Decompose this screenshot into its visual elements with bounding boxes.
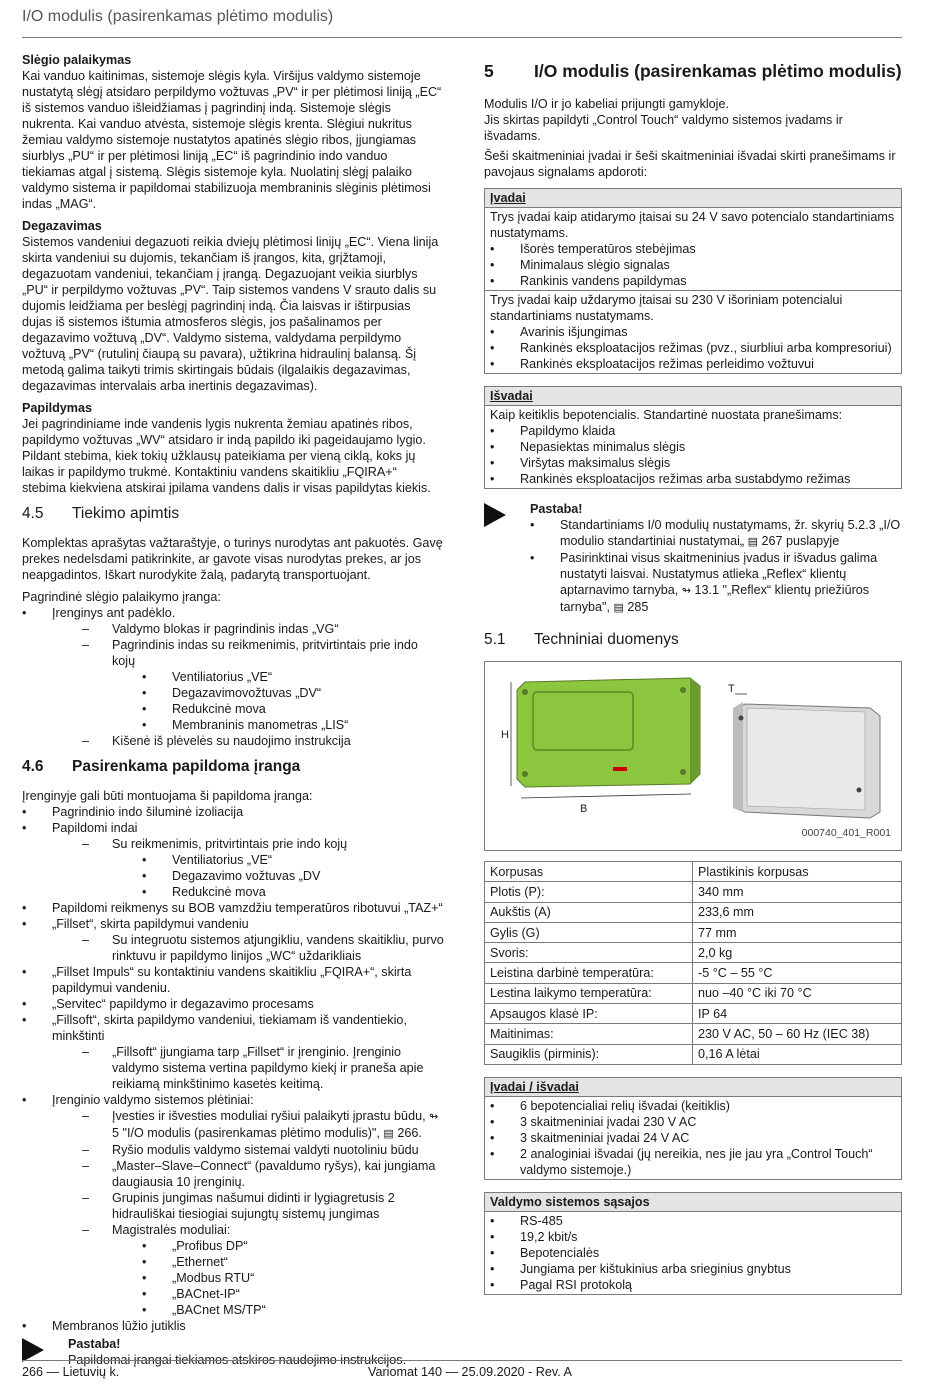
list-item: • Avarinis išjungimas: [490, 325, 628, 339]
inputs-body-2: [485, 290, 901, 373]
optional-intro: Įrenginyje gali būti montuojama ši papildoma įranga:: [22, 789, 313, 803]
list-item: • 19,2 kbit/s: [490, 1229, 578, 1244]
spec-label: Saugiklis (pirminis):: [485, 1044, 693, 1064]
io-list: [490, 1098, 896, 1178]
list-item: • „Profibus DP“: [142, 1239, 248, 1253]
inputs-list-1: [490, 241, 896, 289]
spec-table: [484, 861, 902, 1065]
cross-reference-link[interactable]: 5 "I/O modulis (pasirenkamas plėtimo modulis)",: [112, 1126, 380, 1140]
list-item: • 3 skaitmeniniai įvadai 24 V AC: [490, 1130, 690, 1145]
section-text-pressure: Kai vanduo kaitinimas, sistemoje slėgis kyla. Viršijus valdymo sistemoje nustatytą slėgį atsidaro perpildymo vožtuvas „PV“ ir per plėtimosi liniją „EC“ iš sistemos vanduo išleidžiamas į pagrindinį indą. Sistemoje slėgis nukrenta. Kai vanduo atvėsta, sistemoje slėgis krenta. Slėgiui nukritus žemiau valdymo sistemoje nustatytos apatinės slėgio ribos, įjungiamas siurblys „PU“ ir per plėtimosi liniją „EC“ iš pagrindinio indo vanduo tiekiamas atgal į sistemą. Slėgis sistemoje kyla. Nuolatinį slėgį palaiko valdymo sistema ir papildomai stabilizuoja membraninis slėginis plėtimosi indas „MAG“.: [22, 69, 442, 211]
arrow-ref-icon: ↬: [429, 1111, 439, 1123]
heading-text: Techniniai duomenys: [534, 631, 679, 648]
spec-label: Plotis (P):: [485, 882, 693, 902]
inputs-text-1: Trys įvadai kaip atidarymo įtaisai su 24 V savo potencialo standartiniams nustatymams.: [490, 210, 895, 240]
spec-value: IP 64: [693, 1004, 902, 1024]
heading-4-5: [22, 504, 444, 523]
note-title: Pastaba!: [530, 502, 583, 516]
table-row: [485, 862, 902, 882]
list-item: • Pagrindinio indo šiluminė izoliacija: [22, 805, 244, 819]
list-item: – „Master–Slave–Connect“ (pavaldumo ryšys), kai jungiama daugiausia 10 įrenginių.: [82, 1159, 436, 1189]
spec-value: 0,16 A lėtai: [693, 1044, 902, 1064]
page-header: [22, 6, 902, 38]
green-module-image: [517, 678, 700, 787]
heading-number: 5: [484, 61, 494, 81]
list-item: – Valdymo blokas ir pagrindinis indas „VG“: [82, 622, 339, 636]
delivery-list: [22, 605, 444, 749]
delivery-text: Komplektas aprašytas važtaraštyje, o turinys nurodytas ant pakuotės. Gavę prekes nedelsdami patikrinkite, ar gavote visas nurodytas prekes, ar jos neapgadintos. Iškart nurodykite žalą, padarytą transportuojant.: [22, 536, 443, 582]
table-row: [485, 983, 902, 1003]
list-item: • „Servitec“ papildymo ir degazavimo procesams: [22, 997, 314, 1011]
spec-label: Apsaugos klasė IP:: [485, 1004, 693, 1024]
spec-value: 230 V AC, 50 – 60 Hz (IEC 38): [693, 1024, 902, 1044]
list-item: • Rankinės eksploatacijos režimas perleidimo vožtuvui: [490, 357, 814, 371]
list-item: • Jungiama per kištukinius arba srieginius gnybtus: [490, 1261, 791, 1276]
list-item: • Pagal RSI protokolą: [490, 1277, 633, 1292]
outputs-text: Kaip keitiklis bepotencialis. Standartinė nuostata pranešimams:: [490, 408, 843, 422]
header-title: I/O modulis (pasirenkamas plėtimo modulis): [22, 8, 334, 25]
page-reference-link[interactable]: 267 puslapyje: [761, 534, 840, 548]
inputs-text-2: Trys įvadai kaip uždarymo įtaisai su 230 V išoriniam potencialui standartiniams nustatymams.: [490, 293, 843, 323]
list-item: – „Fillsoft“ įjungiama tarp „Fillset“ ir įrenginio. Įrenginio valdymo sistema vertina papildymo kiekį ir praneša apie reikiamą minkštinimo kasetės keitimą.: [82, 1045, 424, 1091]
spec-label: Gylis (G): [485, 922, 693, 942]
heading-number: 5.1: [484, 631, 506, 648]
list-item: • Rankinės eksploatacijos režimas (pvz., siurbliui arba kompresoriui): [490, 341, 892, 355]
io-heading: Įvadai / išvadai: [485, 1078, 901, 1097]
spec-label: Leistina darbinė temperatūra:: [485, 963, 693, 983]
list-item: • Redukcinė mova: [142, 702, 266, 716]
heading-number: 4.5: [22, 505, 44, 522]
list-item: • RS-485: [490, 1213, 563, 1228]
list-item: – Ryšio modulis valdymo sistemai valdyti nuotoliniu būdu: [82, 1143, 419, 1157]
list-item: • Standartiniams I/0 modulių nustatymams, žr. skyrių 5.2.3 „I/O modulio standartiniai nustatymai„ ▤ 267 puslapyje: [530, 518, 901, 548]
list-item: • Redukcinė mova: [142, 885, 266, 899]
section-text-refill: Jei pagrindiniame inde vandenis lygis nukrenta žemiau apatinės ribos, papildymo vožtuvas „WV“ atsidaro ir indą papildo iki pageidaujamo lygio. Pildant stebima, kiek tokių užklausų pateikiama per vieną ciklą, koks jų laikas ir papildymo trukmė. Kontaktiniu vandens skaitikliu „FQIRA+“ stebima kiekviena atskirai įpilama vandens dalis ir visas papildytas kiekis.: [22, 417, 431, 495]
list-item: – Magistralės moduliai: • „Profibus DP“ • „Ethernet“ • „Modbus RTU“ • „BACnet-IP“ • „BACnet MS/TP“: [82, 1222, 444, 1318]
io-box: [484, 1077, 902, 1180]
interfaces-box: [484, 1192, 902, 1295]
right-column: [484, 52, 902, 1295]
list-item: – Įvesties ir išvesties moduliai ryšiui palaikyti įprastu būdu, ↬ 5 "I/O modulis (pasirenkamas plėtimo modulis)", ▤ 266.: [82, 1109, 439, 1140]
note-list: [530, 517, 902, 616]
list-item: • Pasirinktinai visus skaitmeninius įvadus ir išvadus galima nustatyti laisvai. Nustatymus atlieka „Reflex“ klientų aptarnavimo tarnyba, ↬ 13.1 "„Reflex“ klientų priežiūros tarnyba", ▤ 285: [530, 551, 878, 614]
list-item: • 3 skaitmeniniai įvadai 230 V AC: [490, 1114, 697, 1129]
table-row: [485, 943, 902, 963]
interfaces-list: [490, 1213, 896, 1293]
dimension-label-b: B: [580, 803, 588, 815]
grey-module-image: [733, 702, 880, 818]
page-reference-link[interactable]: 285: [627, 600, 649, 614]
list-item: • Bepotencialės: [490, 1245, 600, 1260]
optional-list: [22, 804, 444, 1334]
table-row: [485, 1044, 902, 1064]
list-item: • Viršytas maksimalus slėgis: [490, 456, 671, 470]
spec-value: 2,0 kg: [693, 943, 902, 963]
list-item: • „BACnet-IP“: [142, 1287, 240, 1301]
heading-text: Pasirenkama papildoma įranga: [72, 758, 301, 775]
section-text-degassing: Sistemos vandeniui degazuoti reikia dviejų plėtimosi linijų „EC“. Viena linija skirta vandeniui su dujomis, tekančiam iš įrangos, kita, grįžtamoji, degazuotam vandeniui, tekančiam į įrangą. Degazuojant veikia siurblys „PU“ ir perpildymo vožtuvas „PV“. Taip sistemos vandens V srauto dalis su dujomis leidžiama per beslėgį pagrindinį indą. Čia laisvas ir ištirpusias dujas iš sistemos ištumia atmosferos slėgis, jos pašalinamos per degazavimo vožtuvą „DV“. Valdymo sistema, valdydama perpildymo vožtuvą „PV“ (rutulinį čiaupą su pavara), užtikrina hidraulinį balansą. Šį metodą galima taikyti trimis skirtingais būdais (ilgalaikis degazavimas, degazavimas intervalais arba inertinis degazavimas).: [22, 235, 439, 393]
spec-label: Lestina laikymo temperatūra:: [485, 983, 693, 1003]
table-row: [485, 1004, 902, 1024]
dimension-label-h: H: [501, 729, 509, 741]
list-item: • Membraninis manometras „LIS“: [142, 718, 349, 732]
inputs-heading: Įvadai: [485, 189, 901, 208]
device-illustration: [485, 662, 901, 850]
outputs-list: [490, 423, 896, 487]
cross-reference-link[interactable]: 13.1 "„Reflex“ klientų priežiūros tarnyba",: [560, 583, 870, 614]
inputs-list-2: [490, 324, 896, 372]
list-item: • Ventiliatorius „VE“: [142, 853, 273, 867]
list-item: • Papildomi reikmenys su BOB vamzdžiu temperatūros ribotuvui „TAZ+“: [22, 901, 443, 915]
io-text-2: Jis skirtas papildyti „Control Touch“ valdymo sistemos įvadams ir išvadams.: [484, 113, 843, 143]
list-item: – Grupinis jungimas našumui didinti ir lygiagretusis 2 hidrauliškai tiesiogiai sujungtų sistemų jungimas: [82, 1191, 395, 1221]
list-item: • Degazavimovožtuvas „DV“: [142, 686, 322, 700]
list-item: • 2 analoginiai išvadai (jų nereikia, nes jie jau yra „Control Touch“ valdymo sistemoje.): [490, 1146, 873, 1177]
list-item: • „Fillset“, skirta papildymui vandeniu – Su integruotu sistemos atjungikliu, vandens skaitikliu, purvo rinktuvu ir papildymo linijos „WC“ uždarikliais: [22, 917, 444, 963]
heading-5-1: [484, 630, 902, 649]
page-icon: ▤: [747, 536, 759, 548]
list-item: • Papildomi indai – Su reikmenimis, pritvirtintais prie indo kojų • Ventiliatorius „VE“ • Degazavimo vožtuvas „DV • Redukcinė mova: [22, 820, 444, 900]
list-item: • „Ethernet“: [142, 1255, 228, 1269]
device-figure: [484, 661, 902, 851]
list-item: • 6 bepotencialiai relių išvadai (keitiklis): [490, 1098, 730, 1113]
list-item: • „BACnet MS/TP“: [142, 1303, 266, 1317]
inputs-box: [484, 188, 902, 374]
list-item: • Rankinės eksploatacijos režimas arba sustabdymo režimas: [490, 472, 851, 486]
interfaces-heading: Valdymo sistemos sąsajos: [485, 1193, 901, 1212]
spec-value: Plastikinis korpusas: [693, 862, 902, 882]
interfaces-body: [485, 1212, 901, 1294]
outputs-body: [485, 406, 901, 488]
list-item: • Membranos lūžio jutiklis: [22, 1319, 186, 1333]
page-icon: ▤: [613, 602, 624, 614]
outputs-heading: Išvadai: [485, 387, 901, 406]
spec-value: 77 mm: [693, 922, 902, 942]
list-item: – Su reikmenimis, pritvirtintais prie indo kojų • Ventiliatorius „VE“ • Degazavimo vožtuvas „DV • Redukcinė mova: [82, 836, 444, 900]
heading-text: I/O modulis (pasirenkamas plėtimo modulis): [534, 61, 902, 81]
arrow-ref-icon: ↬: [681, 585, 692, 597]
dimension-label-t: T: [728, 683, 735, 695]
list-item: – Su integruotu sistemos atjungikliu, vandens skaitikliu, purvo rinktuvu ir papildymo linijos „WC“ uždarikliais: [82, 933, 444, 963]
list-item: • Įrenginys ant padėklo. – Valdymo blokas ir pagrindinis indas „VG“ – Pagrindinis indas su reikmenimis, pritvirtintais prie indo kojų • Ventiliatorius „VE“ • Degazavimovožtuvas „DV“ • Redukcinė mova • Membraninis manometras „LIS“ – Kišenė iš plėvelės su naudojimo instrukcija: [22, 605, 444, 749]
list-item: • Papildymo klaida: [490, 424, 616, 438]
section-title-refill: Papildymas: [22, 401, 92, 415]
list-item: • Įrenginio valdymo sistemos plėtiniai: – Įvesties ir išvesties moduliai ryšiui palaikyti įprastu būdu, ↬ 5 "I/O modulis (pasirenkamas plėtimo modulis)", ▤ 266. – Ryšio modulis valdymo sistemai valdyti nuotoliniu būdu – „Master–Slave–Connect“ (pavaldumo ryšys), kai jungiama daugiausia 10 įrenginių. – Grupinis jungimas našumui didinti ir lygiagretusis 2 hidrauliškai tiesiogiai sujungtų sistemų jungimas – Magistralės moduliai: • „Profibus DP“ • „Ethernet“ • „Modbus RTU“ • „BACnet-IP“ • „BACnet MS/TP“: [22, 1092, 444, 1318]
page-reference-link[interactable]: 266.: [397, 1126, 422, 1140]
spec-value: 233,6 mm: [693, 902, 902, 922]
figure-caption: 000740_401_R001: [801, 827, 891, 839]
footer-page-language: 266 — Lietuvių k.: [22, 1365, 120, 1379]
spec-label: Aukštis (A): [485, 902, 693, 922]
io-body: [485, 1097, 901, 1179]
table-row: [485, 922, 902, 942]
note-text: Papildomai įrangai tiekiamos atskiros naudojimo instrukcijos.: [68, 1353, 407, 1367]
spec-value: -5 °C – 55 °C: [693, 963, 902, 983]
spec-value: 340 mm: [693, 882, 902, 902]
list-item: • Ventiliatorius „VE“: [142, 670, 273, 684]
left-column: [22, 52, 444, 1368]
table-row: [485, 963, 902, 983]
warning-triangle-icon: [22, 1338, 44, 1362]
list-item: • Degazavimo vožtuvas „DV: [142, 869, 321, 883]
list-item: • „Fillset Impuls“ su kontaktiniu vandens skaitikliu „FQIRA+“, skirta papildymui vandeniu.: [22, 965, 412, 995]
inputs-body-1: [485, 208, 901, 290]
io-text-3: Šeši skaitmeniniai įvadai ir šeši skaitmeniniai išvadai skirti pranešimams ir pavojaus signalams apdoroti:: [484, 149, 896, 179]
note-box: [484, 501, 902, 616]
page-icon: ▤: [383, 1128, 394, 1140]
heading-text: Tiekimo apimtis: [72, 505, 180, 522]
list-item: – Pagrindinis indas su reikmenimis, pritvirtintais prie indo kojų • Ventiliatorius „VE“ • Degazavimovožtuvas „DV“ • Redukcinė mova • Membraninis manometras „LIS“: [82, 637, 444, 733]
page-footer: [22, 1360, 902, 1382]
list-item: • „Modbus RTU“: [142, 1271, 255, 1285]
spec-label: Maitinimas:: [485, 1024, 693, 1044]
spec-label: Svoris:: [485, 943, 693, 963]
spec-label: Korpusas: [485, 862, 693, 882]
spec-value: nuo –40 °C iki 70 °C: [693, 983, 902, 1003]
table-row: [485, 1024, 902, 1044]
section-title-pressure: Slėgio palaikymas: [22, 53, 132, 67]
footer-document-info: Variomat 140 — 25.09.2020 - Rev. A: [368, 1365, 572, 1379]
heading-5: [484, 60, 902, 82]
outputs-box: [484, 386, 902, 489]
io-text-1: Modulis I/O ir jo kabeliai prijungti gamykloje.: [484, 97, 729, 111]
list-item: • Nepasiektas minimalus slėgis: [490, 440, 686, 454]
list-item: – Kišenė iš plėvelės su naudojimo instrukcija: [82, 734, 351, 748]
list-item: • Minimalaus slėgio signalas: [490, 258, 670, 272]
heading-4-6: [22, 757, 444, 776]
note-title: Pastaba!: [68, 1337, 121, 1351]
list-item: • „Fillsoft“, skirta papildymo vandeniui, tiekiamam iš vandentiekio, minkštinti – „Fillsoft“ įjungiama tarp „Fillset“ ir įrenginio. Įrenginio valdymo sistema vertina papildymo kiekį ir praneša apie reikiamą minkštinimo kasetės keitimą.: [22, 1012, 444, 1092]
list-item: • Išorės temperatūros stebėjimas: [490, 242, 696, 256]
heading-number: 4.6: [22, 758, 44, 775]
table-row: [485, 882, 902, 902]
list-item: • Rankinis vandens papildymas: [490, 274, 687, 288]
table-row: [485, 902, 902, 922]
warning-triangle-icon: [484, 503, 506, 527]
section-title-degassing: Degazavimas: [22, 219, 102, 233]
delivery-intro: Pagrindinė slėgio palaikymo įranga:: [22, 590, 221, 604]
